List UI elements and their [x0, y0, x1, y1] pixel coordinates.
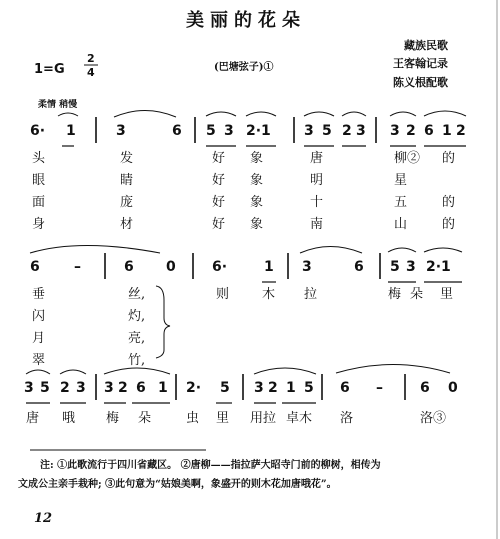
note: 1: [442, 123, 452, 139]
meter-top: 2: [87, 52, 95, 65]
credit-origin: 藏族民歌: [404, 39, 448, 52]
footnote-line-2: 文成公主亲手栽种; ③此句意为“姑娘美啊，象盛开的则木花加唐哦花”。: [18, 479, 337, 490]
lyric: 翠: [32, 353, 46, 368]
lyric: 竹,: [128, 353, 146, 368]
note: 2·: [186, 380, 202, 396]
note: –: [376, 380, 383, 396]
note: 6·: [212, 259, 228, 275]
lyric: 头: [32, 151, 46, 166]
lyric: 身: [32, 217, 46, 232]
lyric: 材: [120, 217, 134, 232]
lyric: 象: [250, 173, 264, 188]
lyric: 山: [394, 217, 408, 232]
lyric: 好: [212, 173, 226, 188]
lyric: 朵: [410, 287, 424, 302]
instrument-label: (巴塘弦子)①: [214, 62, 274, 73]
lyric: 五: [394, 195, 408, 210]
lyric: 眼: [32, 173, 46, 188]
lyric: 拉: [304, 287, 318, 302]
note: 2: [60, 380, 70, 396]
lyric: 哦: [62, 411, 76, 426]
note: 6: [124, 259, 134, 275]
lyric: 星: [394, 173, 408, 188]
lyric: 里: [216, 411, 230, 426]
meter-bottom: 4: [87, 66, 95, 79]
note: 2: [268, 380, 278, 396]
lyric: 唐: [26, 411, 40, 426]
note: 6: [340, 380, 350, 396]
lyric: 洛: [340, 411, 354, 426]
lyric: 明: [310, 173, 324, 188]
key-signature: 1=G: [34, 62, 65, 77]
lyric: 发: [120, 151, 134, 166]
note: 6: [424, 123, 434, 139]
note: 3: [76, 380, 86, 396]
lyric: 好: [212, 195, 226, 210]
note: 0: [448, 380, 458, 396]
lyric: 好: [212, 151, 226, 166]
lyric: 唐: [310, 151, 324, 166]
note: 1: [158, 380, 168, 396]
note: 1: [264, 259, 274, 275]
note: 3: [406, 259, 416, 275]
lyric: 洛③: [420, 411, 447, 426]
note: 2: [342, 123, 352, 139]
credit-recorder: 王客翰记录: [393, 57, 448, 70]
note: 0: [166, 259, 176, 275]
lyric: 用拉: [250, 411, 277, 426]
note: 3: [302, 259, 312, 275]
note: 5: [322, 123, 332, 139]
lyric: 丝,: [128, 287, 146, 302]
note: 2: [406, 123, 416, 139]
lyric: 闪: [32, 309, 46, 324]
lyric: 梅: [388, 287, 402, 302]
note: 2·1: [426, 259, 451, 275]
note: 6: [30, 259, 40, 275]
lyric: 象: [250, 195, 264, 210]
note: 5: [40, 380, 50, 396]
note: 1: [66, 123, 76, 139]
lyric: 柳②: [394, 151, 421, 166]
note: 3: [104, 380, 114, 396]
note: –: [74, 259, 81, 275]
lyric: 面: [32, 195, 46, 210]
lyric: 木: [262, 287, 276, 302]
lyric: 好: [212, 217, 226, 232]
lyric: 的: [442, 151, 456, 166]
lyric: 亮,: [128, 331, 146, 346]
song-title: 美丽的花朵: [186, 10, 306, 31]
note: 5: [390, 259, 400, 275]
note: 5: [206, 123, 216, 139]
lyric: 里: [440, 287, 454, 302]
credit-arranger: 陈义根配歌: [393, 76, 448, 89]
note: 1: [286, 380, 296, 396]
lyric: 卓木: [286, 411, 313, 426]
note: 3: [304, 123, 314, 139]
note: 5: [220, 380, 230, 396]
lyric: 睛: [120, 173, 134, 188]
lyric: 的: [442, 195, 456, 210]
lyric: 十: [310, 195, 324, 210]
note: 6: [136, 380, 146, 396]
note: 6: [354, 259, 364, 275]
note: 2·1: [246, 123, 271, 139]
lyric: 的: [442, 217, 456, 232]
note: 3: [390, 123, 400, 139]
tempo-marking: 柔情 稍慢: [38, 100, 78, 110]
note: 3: [24, 380, 34, 396]
lyric: 南: [310, 217, 324, 232]
lyric: 垂: [32, 287, 46, 302]
lyric: 虫: [186, 411, 200, 426]
note: 3: [356, 123, 366, 139]
lyric: 庞: [120, 195, 134, 210]
note: 6·: [30, 123, 46, 139]
note: 3: [254, 380, 264, 396]
note: 6: [420, 380, 430, 396]
note: 5: [304, 380, 314, 396]
lyric: 灼,: [128, 309, 146, 324]
note: 2: [118, 380, 128, 396]
note: 3: [224, 123, 234, 139]
note: 3: [116, 123, 126, 139]
lyric: 朵: [138, 411, 152, 426]
page-number: 12: [34, 511, 53, 526]
note: 6: [172, 123, 182, 139]
lyric: 月: [32, 331, 46, 346]
lyric: 则: [216, 287, 230, 302]
lyric: 象: [250, 151, 264, 166]
note: 2: [456, 123, 466, 139]
footnote-line-1: 注: ①此歌流行于四川省藏区。 ②唐柳——指拉萨大昭寺门前的柳树，相传为: [40, 460, 381, 471]
lyric: 象: [250, 217, 264, 232]
lyric: 梅: [106, 411, 120, 426]
